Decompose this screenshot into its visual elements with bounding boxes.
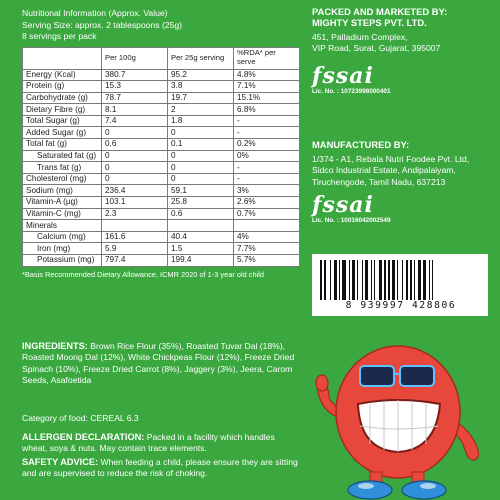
header-nutrient <box>23 47 102 69</box>
barcode-bar <box>402 260 403 300</box>
nutrient-name: Cholesterol (mg) <box>23 173 102 185</box>
barcode-bar <box>410 260 412 300</box>
barcode-bar <box>357 260 358 300</box>
manufacturer-address-3: Tiruchengode, Tamil Nadu, 637213 <box>312 176 446 187</box>
safety-block <box>22 457 302 480</box>
barcode-bar <box>349 260 350 300</box>
safety-label: SAFETY ADVICE: <box>22 457 99 467</box>
nutrition-row <box>23 173 300 185</box>
nutrition-row <box>23 162 300 174</box>
packer-address-2: VIP Road, Surat, Gujarat, 395007 <box>312 43 441 54</box>
header-per-serving: Per 25g serving <box>168 47 234 69</box>
nutrition-row <box>23 197 300 209</box>
value-rda: - <box>234 162 300 174</box>
packer-license: Lic. No. : 10723998000401 <box>312 87 391 95</box>
fssai-logo: fssai <box>312 62 374 89</box>
nutrient-name: Carbohydrate (g) <box>23 92 102 104</box>
barcode-bar <box>379 260 383 300</box>
ingredients-label: INGREDIENTS: <box>22 341 88 351</box>
servings-per-pack: 8 servings per pack <box>22 31 97 41</box>
nutrition-row <box>23 127 300 139</box>
allergen-text: Packed in a facility which handles wheat, soya & nuts. May contain trace elements. <box>22 432 275 454</box>
packer-heading: PACKED AND MARKETED BY: <box>312 6 448 17</box>
nutrition-row <box>23 243 300 255</box>
value-per-100g: 0.6 <box>102 139 168 151</box>
barcode-bar <box>384 260 385 300</box>
barcode-bar <box>339 260 340 300</box>
value-per-serving: 0 <box>168 173 234 185</box>
nutrition-row <box>23 104 300 116</box>
header-per-100g: Per 100g <box>102 47 168 69</box>
value-rda: 3% <box>234 185 300 197</box>
value-per-serving: 199.4 <box>168 255 234 267</box>
value-per-serving: 0.6 <box>168 208 234 220</box>
value-rda: 0% <box>234 150 300 162</box>
nutrient-name: Minerals <box>23 220 102 232</box>
barcode-bar <box>371 260 372 300</box>
nutrient-name: Total Sugar (g) <box>23 115 102 127</box>
barcode-bar <box>429 260 430 300</box>
value-per-100g: 15.3 <box>102 81 168 93</box>
barcode-bar <box>414 260 415 300</box>
value-per-serving: 0 <box>168 150 234 162</box>
nutrition-row <box>23 92 300 104</box>
value-per-100g: 380.7 <box>102 69 168 81</box>
manufacturer-address-2: Sidco Industrial Estate, Andipalaiyam, <box>312 165 456 176</box>
value-per-serving: 95.2 <box>168 69 234 81</box>
value-per-100g: 0 <box>102 162 168 174</box>
nutrition-row <box>23 150 300 162</box>
nutrient-name: Added Sugar (g) <box>23 127 102 139</box>
value-rda: - <box>234 173 300 185</box>
mascot-illustration <box>300 300 500 500</box>
nutrient-name: Vitamin-A (µg) <box>23 197 102 209</box>
barcode-bar <box>406 260 407 300</box>
barcode-bar <box>388 260 390 300</box>
barcode-bar <box>418 260 422 300</box>
value-per-serving: 0 <box>168 127 234 139</box>
barcode-bar <box>374 260 375 300</box>
nutrient-name: Potassium (mg) <box>23 255 102 267</box>
nutrition-table <box>22 47 300 267</box>
fssai-logo-2: fssai <box>312 191 374 218</box>
value-per-serving: 0.1 <box>168 139 234 151</box>
barcode-bar <box>320 260 322 300</box>
value-rda: 7.7% <box>234 243 300 255</box>
barcode-bar <box>342 260 346 300</box>
nutrition-section <box>22 8 300 279</box>
manufacturer-heading: MANUFACTURED BY: <box>312 139 410 150</box>
value-per-100g: 78.7 <box>102 92 168 104</box>
allergen-block <box>22 432 292 455</box>
value-per-100g: 103.1 <box>102 197 168 209</box>
value-per-serving: 59.1 <box>168 185 234 197</box>
value-per-serving: 1.8 <box>168 115 234 127</box>
value-per-serving: 2 <box>168 104 234 116</box>
barcode-bar <box>397 260 398 300</box>
value-per-serving: 19.7 <box>168 92 234 104</box>
value-per-100g: 8.1 <box>102 104 168 116</box>
value-per-100g <box>102 220 168 232</box>
nutrition-table-header <box>23 47 300 69</box>
packer-company: MIGHTY STEPS PVT. LTD. <box>312 17 427 28</box>
nutrient-name: Saturated fat (g) <box>23 150 102 162</box>
value-rda: 4% <box>234 231 300 243</box>
value-per-100g: 236.4 <box>102 185 168 197</box>
barcode-bar <box>352 260 354 300</box>
nutrient-name: Trans fat (g) <box>23 162 102 174</box>
header-rda: %RDA* per serve <box>234 47 300 69</box>
nutrient-name: Dietary Fibre (g) <box>23 104 102 116</box>
barcode-bar <box>324 260 325 300</box>
barcode-bar <box>330 260 331 300</box>
mascot-shoes <box>348 481 446 499</box>
nutrition-row <box>23 115 300 127</box>
value-rda: 7.1% <box>234 81 300 93</box>
value-per-100g: 7.4 <box>102 115 168 127</box>
value-rda: 0.2% <box>234 139 300 151</box>
barcode-bar <box>392 260 394 300</box>
value-per-serving: 40.4 <box>168 231 234 243</box>
value-rda: 5.7% <box>234 255 300 267</box>
value-per-100g: 0 <box>102 127 168 139</box>
value-rda: 4.8% <box>234 69 300 81</box>
value-rda: 2.6% <box>234 197 300 209</box>
value-per-serving: 3.8 <box>168 81 234 93</box>
nutrition-row <box>23 231 300 243</box>
barcode-bar <box>423 260 425 300</box>
value-per-100g: 161.6 <box>102 231 168 243</box>
barcode-bar <box>432 260 433 300</box>
packer-address-1: 451, Palladium Complex, <box>312 32 408 42</box>
nutrition-title: Nutritional Information (Approx. Value) <box>22 8 168 18</box>
nutrient-name: Iron (mg) <box>23 243 102 255</box>
value-rda: 6.8% <box>234 104 300 116</box>
value-rda: 15.1% <box>234 92 300 104</box>
value-per-serving: 1.5 <box>168 243 234 255</box>
barcode-bar <box>362 260 363 300</box>
value-per-serving: 0 <box>168 162 234 174</box>
nutrition-row <box>23 139 300 151</box>
nutrition-row <box>23 185 300 197</box>
rda-footnote: *Basis Recommended Dietary Allowance, ICMR 2020 of 1-3 year old child <box>22 269 264 279</box>
nutrient-name: Energy (Kcal) <box>23 69 102 81</box>
ingredients-text: Brown Rice Flour (35%), Roasted Tuvar Dal (18%), Roasted Moong Dal (12%), White Chickpeas Flour (12%), Freeze Dried Spinach (10%), Freeze Dried Carrot (8%), Jaggery (3%), Jeera, Carom Seeds, Asafoetida <box>22 341 295 386</box>
value-per-100g: 0 <box>102 173 168 185</box>
nutrient-name: Calcium (mg) <box>23 231 102 243</box>
manufacturer-address-1: 1/374 - A1, Rebala Nutri Foodee Pvt. Ltd, <box>312 154 470 164</box>
barcode-bar <box>365 260 367 300</box>
nutrient-name: Vitamin-C (mg) <box>23 208 102 220</box>
nutrition-row <box>23 208 300 220</box>
nutrition-row <box>23 255 300 267</box>
value-rda: 0.7% <box>234 208 300 220</box>
nutrient-name: Sodium (mg) <box>23 185 102 197</box>
nutrient-name: Protein (g) <box>23 81 102 93</box>
barcode-bars <box>320 260 478 300</box>
value-per-100g: 797.4 <box>102 255 168 267</box>
value-per-100g: 2.3 <box>102 208 168 220</box>
nutrition-section-row <box>23 220 300 232</box>
manufacturer-block <box>312 139 469 225</box>
value-rda <box>234 220 300 232</box>
ingredients-block <box>22 341 312 387</box>
barcode-bar <box>334 260 336 300</box>
value-rda: - <box>234 115 300 127</box>
safety-text: When feeding a child, please ensure they are sitting and are supervised to reduce the risk of choking. <box>22 457 298 479</box>
value-per-serving: 25.8 <box>168 197 234 209</box>
packer-block <box>312 6 447 96</box>
value-rda: - <box>234 127 300 139</box>
food-category: Category of food: CEREAL 6.3 <box>22 413 139 423</box>
nutrition-row <box>23 81 300 93</box>
value-per-serving <box>168 220 234 232</box>
nutrient-name: Total fat (g) <box>23 139 102 151</box>
allergen-label: ALLERGEN DECLARATION: <box>22 432 145 442</box>
serving-size: Serving Size: approx. 2 tablespoons (25g) <box>22 19 183 30</box>
value-per-100g: 0 <box>102 150 168 162</box>
nutrition-row <box>23 69 300 81</box>
value-per-100g: 5.9 <box>102 243 168 255</box>
barcode-digits: 8 939997 428806 <box>345 300 457 311</box>
manufacturer-license: Lic. No. : 10016042002549 <box>312 216 391 224</box>
